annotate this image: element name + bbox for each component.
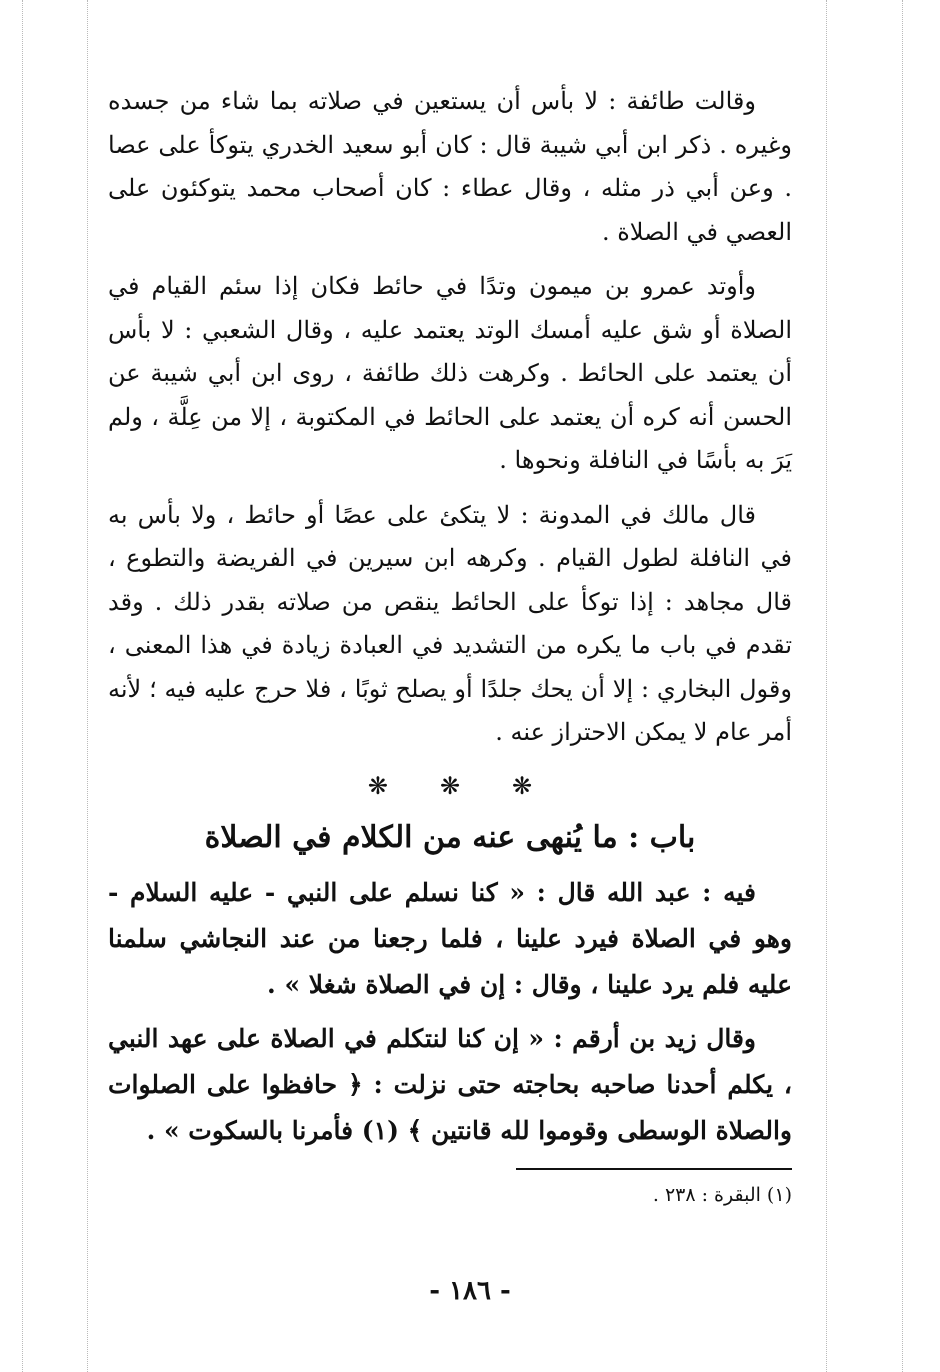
body-paragraph-2: وأوتد عمرو بن ميمون وتدًا في حائط فكان إذا سئم القيام في الصلاة أو شق عليه أمسك الوتد يعتمد عليه ، وقال الشعبي : لا بأس أن يعتمد على الحائط . وكرهت ذلك طائفة ، روى ابن أبي شيبة عن الحسن أنه كره أن يعتمد على الحائط في المكتوبة ، إلا من عِلَّة ، ولم يَرَ به بأسًا في النافلة ونحوها . xyxy=(108,272,792,474)
asterism-icon: ❋ xyxy=(439,771,461,800)
scan-artifact-line xyxy=(22,0,23,1372)
scan-artifact-line xyxy=(902,0,903,1372)
scan-artifact-line xyxy=(826,0,827,1372)
body-paragraph-1: وقالت طائفة : لا بأس أن يستعين في صلاته بما شاء من جسده وغيره . ذكر ابن أبي شيبة قال : كان أبو سعيد الخدري يتوكأ على عصا . وعن أبي ذر مثله ، وقال عطاء : كان أصحاب محمد يتوكئون على العصي في الصلاة . xyxy=(108,87,792,246)
book-page xyxy=(108,80,792,1210)
hadith-paragraph-2: وقال زيد بن أرقم : « إن كنا لنتكلم في الصلاة على عهد النبي ، يكلم أحدنا صاحبه بحاجته حتى نزلت : ﴿ حافظوا على الصلوات والصلاة الوسطى وقوموا لله قانتين ﴾ (١) فأمرنا بالسكوت » . xyxy=(108,1023,792,1145)
scan-artifact-line xyxy=(87,0,88,1372)
footnote-separator xyxy=(516,1168,792,1170)
footnote: (١) البقرة : ٢٣٨ . xyxy=(652,1183,792,1206)
section-divider xyxy=(108,766,792,806)
asterism-icon: ❋ xyxy=(512,771,533,800)
body-paragraph-3: قال مالك في المدونة : لا يتكئ على عصًا أو حائط ، ولا بأس به في النافلة لطول القيام . وكرهه ابن سيرين في الفريضة والتطوع ، قال مجاهد : إذا توكأ على الحائط ينقص من صلاته بقدر ذلك . وقد تقدم في باب ما يكره من التشديد في العبادة زيادة في هذا المعنى ، وقول البخاري : إلا أن يحك جلدًا أو يصلح ثوبًا ، فلا حرج عليه فيه ؛ لأنه أمر عام لا يمكن الاحتراز عنه . xyxy=(108,500,792,746)
asterism-icon: ❋ xyxy=(367,771,388,800)
chapter-title: باب : ما يُنهى عنه من الكلام في الصلاة xyxy=(204,819,696,855)
hadith-paragraph-1: فيه : عبد الله قال : « كنا نسلم على النبي - عليه السلام - وهو في الصلاة فيرد علينا ، فلما رجعنا من عند النجاشي سلمنا عليه فلم يرد علينا ، وقال : إن في الصلاة شغلا » . xyxy=(108,877,792,999)
page-number: - ١٨٦ - xyxy=(429,1276,511,1306)
